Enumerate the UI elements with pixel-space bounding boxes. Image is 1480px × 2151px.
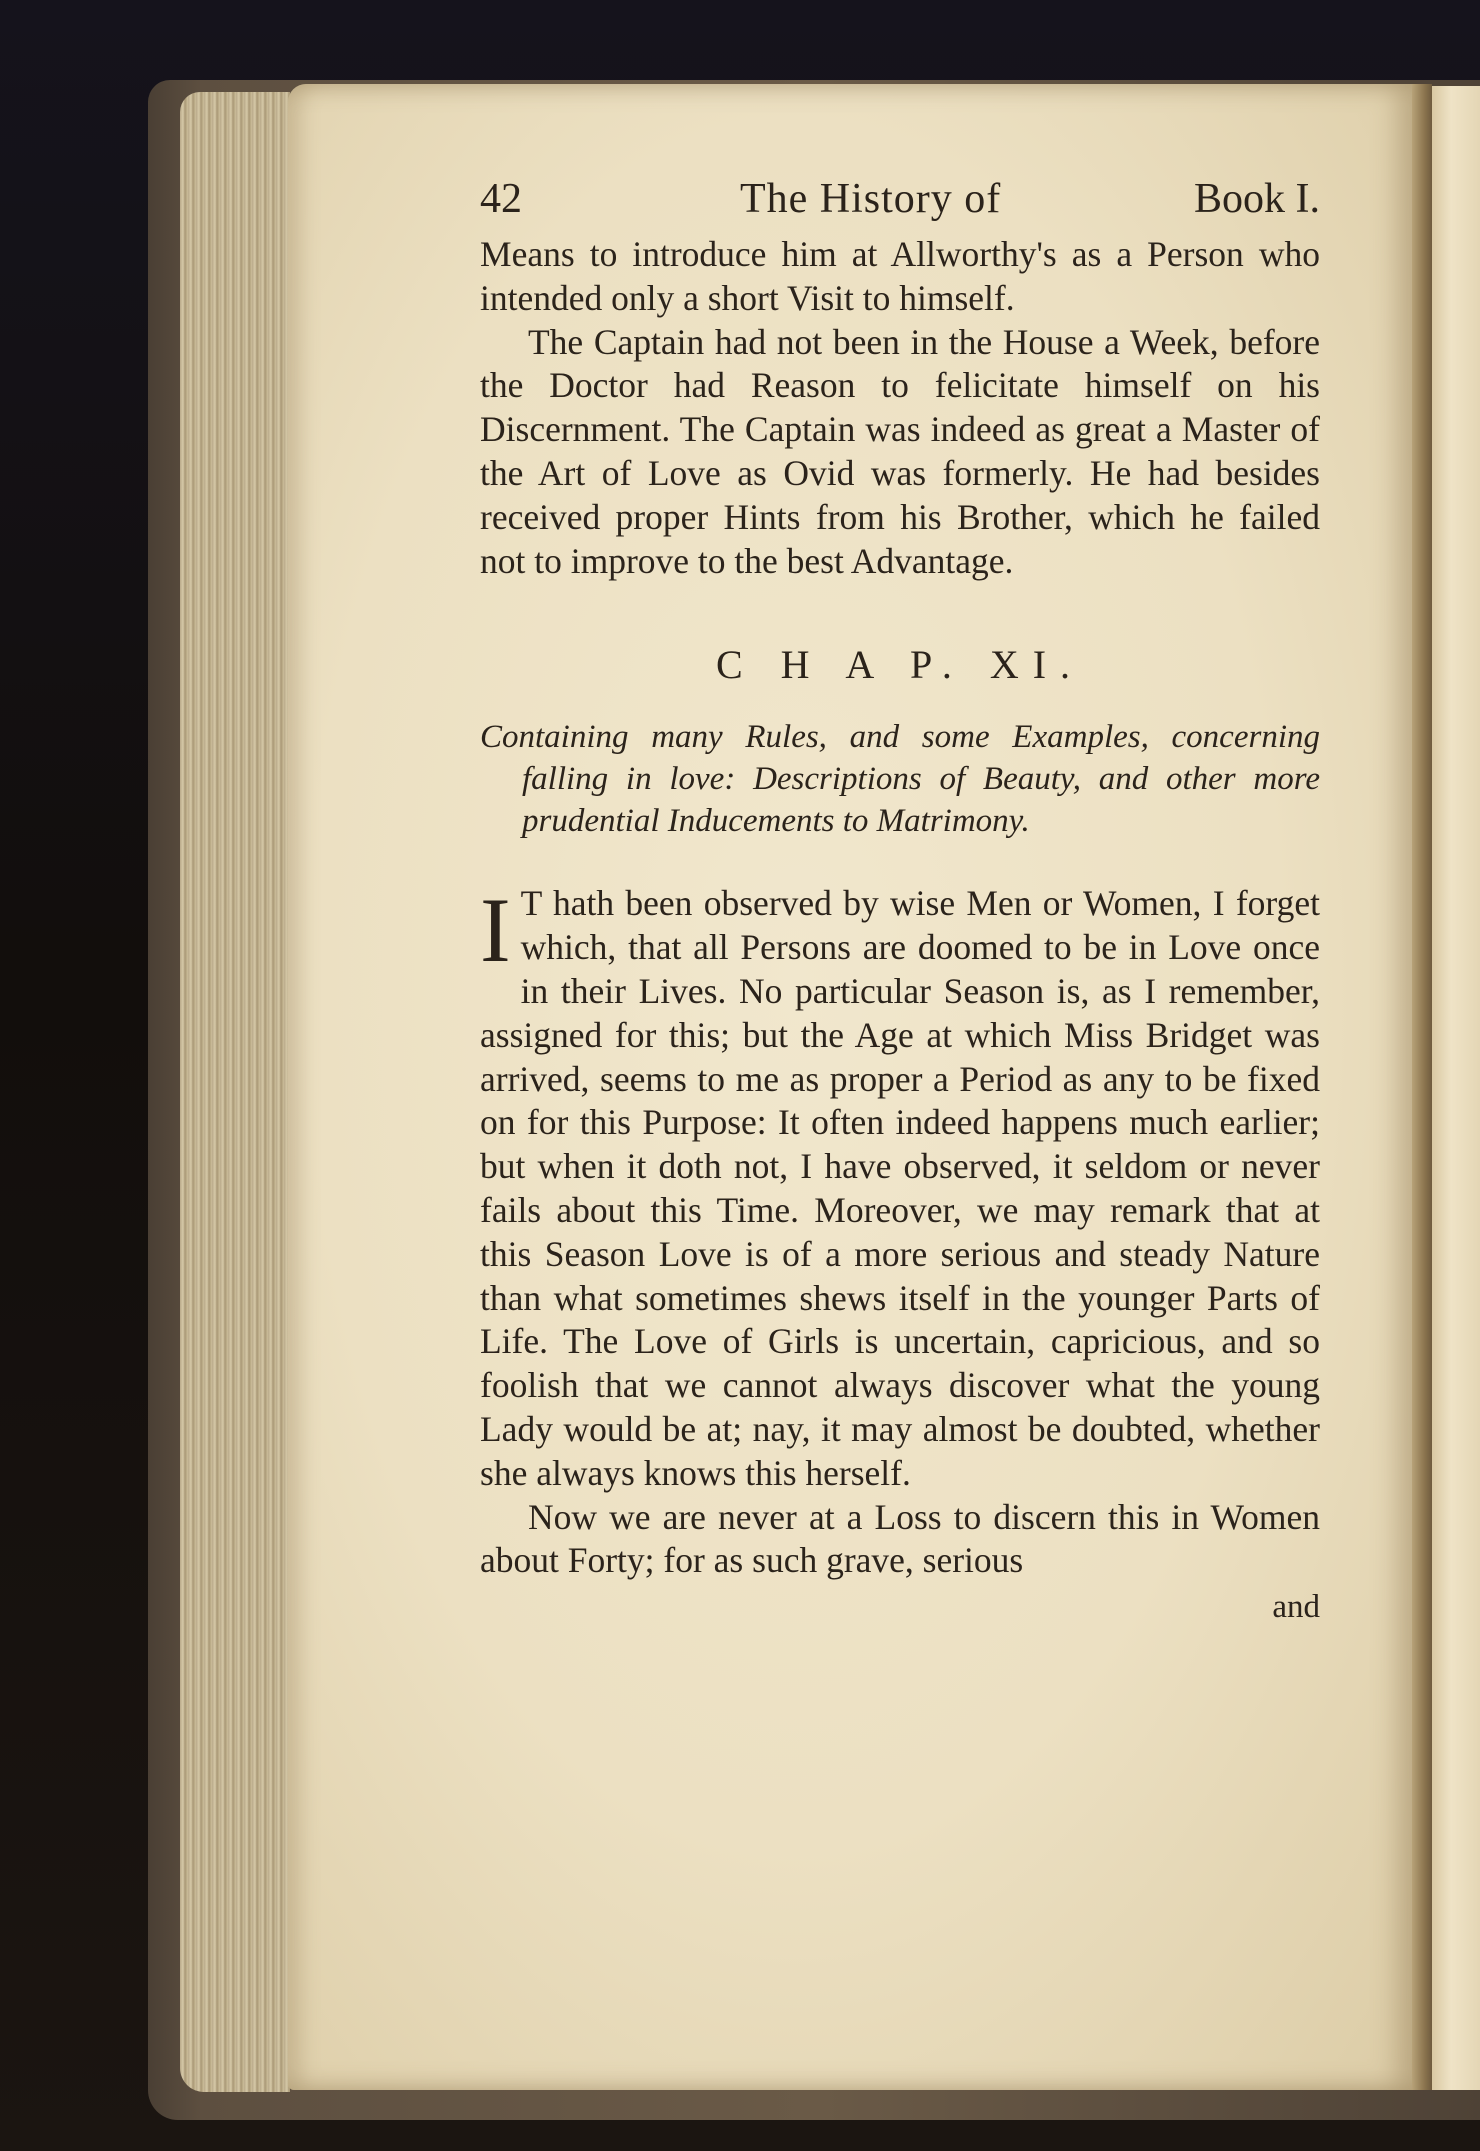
catchword: and	[1272, 1589, 1320, 1626]
paragraph-captain: The Captain had not been in the House a Week, before the Doctor had Reason to felicitate himself on his Discernment. The Captain was indeed as great a Master of the Art of Love as Ovid was formerly. He had besides received proper Hints from his Brother, which he failed not to improve to the best Advantage.	[480, 321, 1320, 581]
chapter-opening-text: T hath been observed by wise Men or Women, I forget which, that all Persons are doomed to be in Love once in their Lives. No particular Season is, as I remember, assigned for this; but the Age at which Miss Bridget was arrived, seems to me as proper a Period as any to be fixed on for this Purpose: It often indeed happens much earlier; but when it doth not, I have observed, it seldom or never fails about this Time. Moreover, we may remark that at this Season Love is of a more serious and steady Nature than what sometimes shews itself in the younger Parts of Life. The Love of Girls is uncertain, capricious, and so foolish that we cannot always discover what the young Lady would be at; nay, it may almost be doubted, whether she always knows this herself.	[480, 883, 1320, 1493]
page-number: 42	[480, 176, 522, 222]
running-head	[480, 175, 1320, 233]
drop-cap: I	[480, 879, 511, 982]
book-label: Book I.	[1194, 176, 1320, 222]
book-gutter	[1412, 84, 1432, 2090]
page-edges	[180, 92, 290, 2092]
page-text	[480, 175, 1320, 1627]
running-title: The History of	[740, 176, 1002, 222]
chapter-opening-paragraph	[480, 879, 1320, 1495]
paragraph-continuation: Means to introduce him at Allworthy's as a Person who intended only a short Visit to himself.	[480, 234, 1320, 318]
chapter-heading: C H A P. XI.	[715, 642, 1085, 688]
facing-page-edge	[1432, 86, 1480, 2090]
chapter-summary: Containing many Rules, and some Examples, concerning falling in love: Descriptions of Beauty, and other more prudential Inducements to Matrimony.	[480, 719, 1320, 840]
paragraph-forty: Now we are never at a Loss to discern this in Women about Forty; for as such grave, serious	[480, 1496, 1320, 1581]
